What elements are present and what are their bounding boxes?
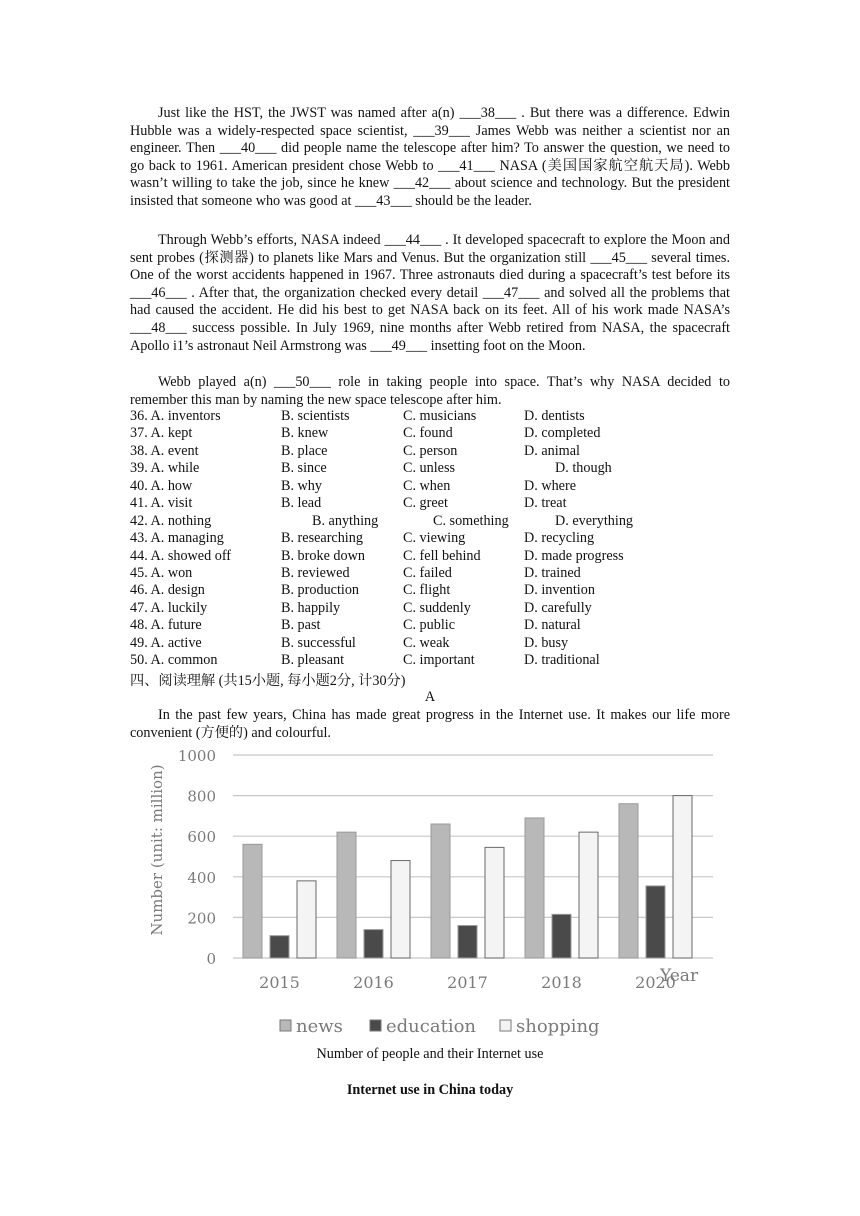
bar-news-2018: [525, 818, 544, 958]
bar-news-2020: [619, 804, 638, 958]
passage-paragraph-2: Through Webb’s efforts, NASA indeed ___44___ . It developed spacecraft to explore the Moon and sent probes (探测器) to planets like Mars and Venus. But the organization still ___45___ several times. One of the worst accidents happened in 1967. Three astronauts died during a spacecraft’s test before its ___46___ . After that, the organization checked every detail ___47___ and solved all the problems that had caused the accident. He did his best to get NASA back on its feet. All of his work made NASA’s ___48___ success possible. In July 1969, nine months after Webb retired from NASA, the spacecraft Apollo i1’s astronaut Neil Armstrong was ___49___ insetting foot on the Moon.: [130, 232, 730, 354]
passage-letter: A: [424, 689, 436, 705]
option-q46-c: C. flight: [403, 582, 451, 599]
bar-education-2018: [552, 914, 571, 958]
x-tick-2020: 2020: [635, 973, 676, 992]
option-q43-d: D. recycling: [524, 530, 595, 547]
y-axis-label: Number (unit: million): [148, 764, 166, 936]
legend-label-shopping: shopping: [516, 1016, 600, 1037]
option-q48-c: C. public: [403, 617, 456, 634]
option-q48-d: D. natural: [524, 617, 581, 634]
bar-shopping-2016: [391, 861, 410, 958]
option-q39-c: C. unless: [403, 460, 456, 477]
x-tick-labels: [259, 973, 676, 992]
passage-paragraph-3: Webb played a(n) ___50___ role in taking people into space. That’s why NASA decided to remember this man by naming the new space telescope after him.: [130, 374, 730, 408]
option-q40-c: C. when: [403, 477, 451, 494]
bar-shopping-2018: [579, 832, 598, 958]
reading-intro: In the past few years, China has made great progress in the Internet use. It makes our life more convenient (方便的) and colourful.: [130, 707, 730, 741]
option-q44-a: 44. A. showed off: [130, 547, 232, 564]
option-q36-d: D. dentists: [524, 408, 585, 424]
option-q37-d: D. completed: [524, 425, 601, 442]
option-q50-a: 50. A. common: [130, 652, 218, 669]
legend-swatch-news: [280, 1020, 291, 1031]
option-q45-c: C. failed: [403, 564, 452, 581]
bar-education-2017: [458, 926, 477, 958]
option-q36-a: 36. A. inventors: [130, 408, 221, 424]
chart-caption: Number of people and their Internet use: [316, 1046, 544, 1062]
option-q45-a: 45. A. won: [130, 564, 193, 581]
option-q49-b: B. successful: [281, 634, 356, 651]
option-q45-d: D. trained: [524, 564, 581, 581]
section-heading: 四、阅读理解 (共15小题, 每小题2分, 计30分): [130, 673, 406, 689]
option-q47-c: C. suddenly: [403, 599, 471, 616]
option-q48-b: B. past: [281, 617, 321, 634]
bar-education-2016: [364, 930, 383, 958]
y-tick-labels: [178, 747, 216, 968]
passage-paragraph-1: Just like the HST, the JWST was named after a(n) ___38___ . But there was a difference. Edwin Hubble was a widely-respected space scientist, ___39___ James Webb was neither a scientist nor an engineer. Then ___40___ did people name the telescope after him? To answer the question, we need to go back to 1961. American president chose Webb to ___41___ NASA (美国国家航空航天局). Webb wasn’t willing to take the job, since he knew ___42___ about science and technology. But the president insisted that someone who was good at ___43___ should be the leader.: [130, 105, 730, 209]
legend-label-news: news: [296, 1016, 343, 1037]
option-q47-d: D. carefully: [524, 599, 592, 616]
option-q42-d: D. everything: [555, 512, 634, 529]
y-tick-600: 600: [187, 828, 216, 847]
option-q43-b: B. researching: [281, 530, 363, 547]
option-q39-b: B. since: [281, 460, 327, 477]
option-q41-d: D. treat: [524, 495, 567, 512]
bar-news-2016: [337, 832, 356, 958]
bar-shopping-2020: [673, 796, 692, 958]
option-q42-c: C. something: [433, 512, 509, 529]
option-q40-b: B. why: [281, 477, 322, 494]
bar-news-2017: [431, 824, 450, 958]
option-q46-d: D. invention: [524, 582, 595, 599]
option-q47-b: B. happily: [281, 599, 341, 616]
option-q49-c: C. weak: [403, 634, 450, 651]
x-tick-2018: 2018: [541, 973, 582, 992]
option-q50-b: B. pleasant: [281, 652, 345, 669]
option-q44-c: C. fell behind: [403, 547, 481, 564]
reading-title: Internet use in China today: [346, 1082, 514, 1098]
option-q41-c: C. greet: [403, 495, 448, 512]
option-q49-d: D. busy: [524, 634, 569, 651]
option-q43-a: 43. A. managing: [130, 530, 224, 547]
option-q37-c: C. found: [403, 425, 453, 442]
option-q44-b: B. broke down: [281, 547, 365, 564]
option-q45-b: B. reviewed: [281, 564, 350, 581]
option-q38-d: D. animal: [524, 442, 580, 459]
y-tick-1000: 1000: [177, 747, 216, 765]
option-q43-c: C. viewing: [403, 530, 466, 547]
x-tick-2016: 2016: [353, 973, 394, 992]
option-q39-a: 39. A. while: [130, 460, 200, 477]
legend-label-education: education: [386, 1016, 476, 1037]
bar-shopping-2017: [485, 847, 504, 958]
y-tick-400: 400: [187, 868, 216, 887]
option-q49-a: 49. A. active: [130, 634, 202, 651]
x-tick-2015: 2015: [259, 973, 300, 992]
option-q37-a: 37. A. kept: [130, 425, 193, 442]
option-q40-d: D. where: [524, 477, 576, 494]
option-q36-b: B. scientists: [281, 408, 350, 424]
x-axis-label: Year: [660, 966, 699, 986]
bar-education-2015: [270, 936, 289, 958]
option-q50-d: D. traditional: [524, 652, 600, 669]
option-q44-d: D. made progress: [524, 547, 624, 564]
option-q46-a: 46. A. design: [130, 582, 205, 599]
option-q50-c: C. important: [403, 652, 475, 669]
y-tick-0: 0: [206, 950, 216, 968]
y-tick-200: 200: [187, 909, 216, 928]
legend-swatch-shopping: [500, 1020, 511, 1031]
bar-shopping-2015: [297, 881, 316, 958]
bar-education-2020: [646, 886, 665, 958]
legend-swatch-education: [370, 1020, 381, 1031]
chart-legend: [280, 1016, 600, 1037]
option-q39-d: D. though: [555, 460, 612, 477]
option-q41-b: B. lead: [281, 495, 322, 512]
option-q48-a: 48. A. future: [130, 617, 202, 634]
option-q38-c: C. person: [403, 442, 458, 459]
option-q46-b: B. production: [281, 582, 360, 599]
x-tick-2017: 2017: [447, 973, 488, 992]
internet-use-bar-chart: [138, 740, 738, 1045]
y-tick-800: 800: [187, 787, 216, 806]
option-q38-a: 38. A. event: [130, 442, 199, 459]
option-q41-a: 41. A. visit: [130, 495, 193, 512]
option-q42-a: 42. A. nothing: [130, 512, 212, 529]
option-q40-a: 40. A. how: [130, 477, 193, 494]
option-q47-a: 47. A. luckily: [130, 599, 208, 616]
bar-news-2015: [243, 844, 262, 958]
option-q36-c: C. musicians: [403, 408, 477, 424]
option-q37-b: B. knew: [281, 425, 329, 442]
option-q42-b: B. anything: [312, 512, 379, 529]
option-q38-b: B. place: [281, 442, 328, 459]
